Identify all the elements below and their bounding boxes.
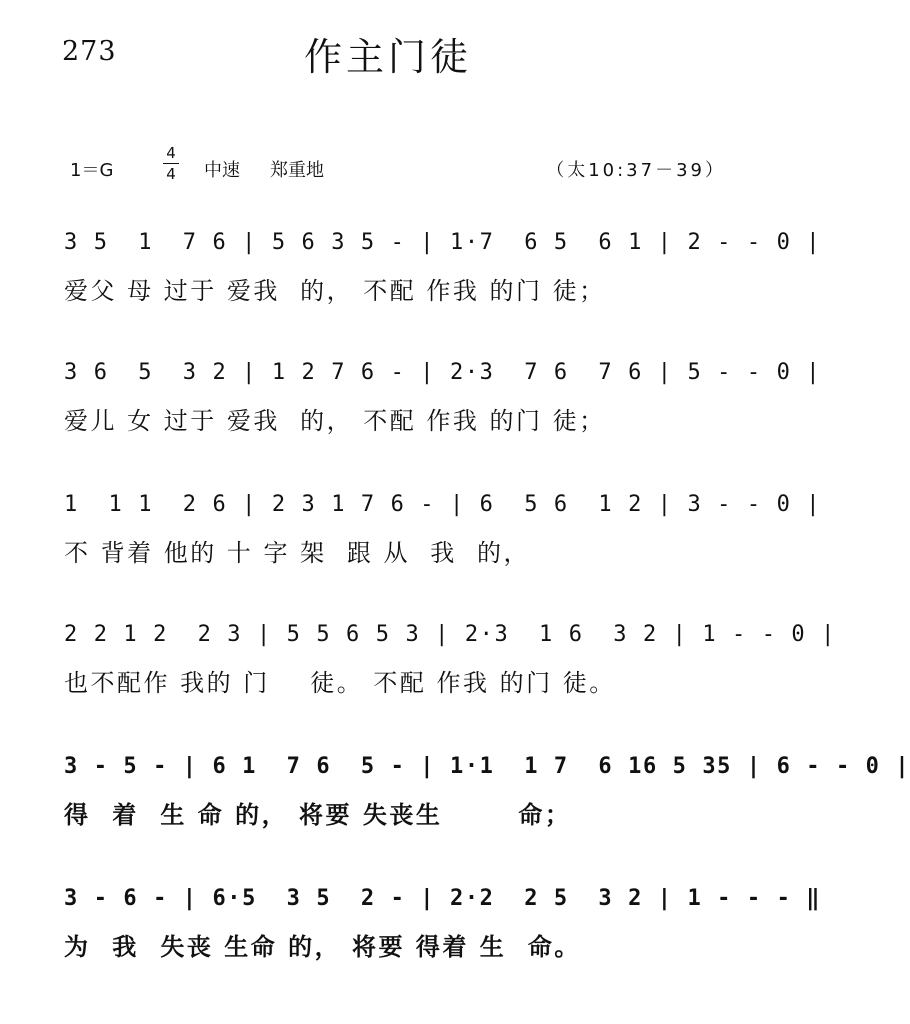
- music-system-4: [64, 620, 836, 698]
- time-signature: [163, 144, 179, 183]
- notation-line: 3 5 1 7 6 | 5 6 3 5 - | 1·7 6 5 6 1 | 2 - - 0 |: [64, 230, 822, 255]
- time-signature-top: 4: [166, 144, 176, 162]
- notation-line: 3 - 6 - | 6·5 3 5 2 - | 2·2 2 5 3 2 | 1 - - - ‖: [64, 886, 822, 911]
- notation-line: 1 1 1 2 6 | 2 3 1 7 6 - | 6 5 6 1 2 | 3 - - 0 |: [64, 492, 822, 517]
- music-system-3: [64, 490, 822, 568]
- lyrics-line: 为 我 失丧 生命 的， 将要 得着 生 命。: [64, 933, 581, 961]
- lyrics-line: 也不配作 我的 门 徒。 不配 作我 的门 徒。: [64, 669, 616, 697]
- notation-line: 3 6 5 3 2 | 1 2 7 6 - | 2·3 7 6 7 6 | 5 - - 0 |: [64, 360, 822, 385]
- tempo-marking: 中速: [204, 160, 240, 181]
- notation-line: 2 2 1 2 2 3 | 5 5 6 5 3 | 2·3 1 6 3 2 | 1 - - 0 |: [64, 622, 836, 647]
- notation-line: 3 - 5 - | 6 1 7 6 5 - | 1·1 1 7 6 16 5 35 | 6 - - 0 |: [64, 754, 910, 779]
- page-title: 作主门徒: [304, 35, 473, 79]
- music-system-6: [64, 884, 822, 962]
- music-system-5: [64, 752, 910, 830]
- hymn-number: 273: [62, 36, 117, 67]
- music-system-2: [64, 358, 822, 436]
- expression-marking: 郑重地: [270, 160, 324, 181]
- time-signature-bottom: 4: [166, 165, 176, 183]
- music-system-1: [64, 228, 822, 306]
- lyrics-line: 爱儿 女 过于 爱我 的， 不配 作我 的门 徒；: [64, 407, 606, 435]
- score-header: [70, 144, 730, 196]
- scripture-reference: （太10:37－39）: [546, 160, 726, 181]
- lyrics-line: 得 着 生 命 的， 将要 失丧生 命；: [64, 801, 572, 829]
- lyrics-line: 不 背着 他的 十 字 架 跟 从 我 的，: [64, 539, 531, 567]
- time-signature-bar: [163, 163, 179, 164]
- lyrics-line: 爱父 母 过于 爱我 的， 不配 作我 的门 徒；: [64, 277, 606, 305]
- key-signature: 1＝G: [70, 160, 114, 181]
